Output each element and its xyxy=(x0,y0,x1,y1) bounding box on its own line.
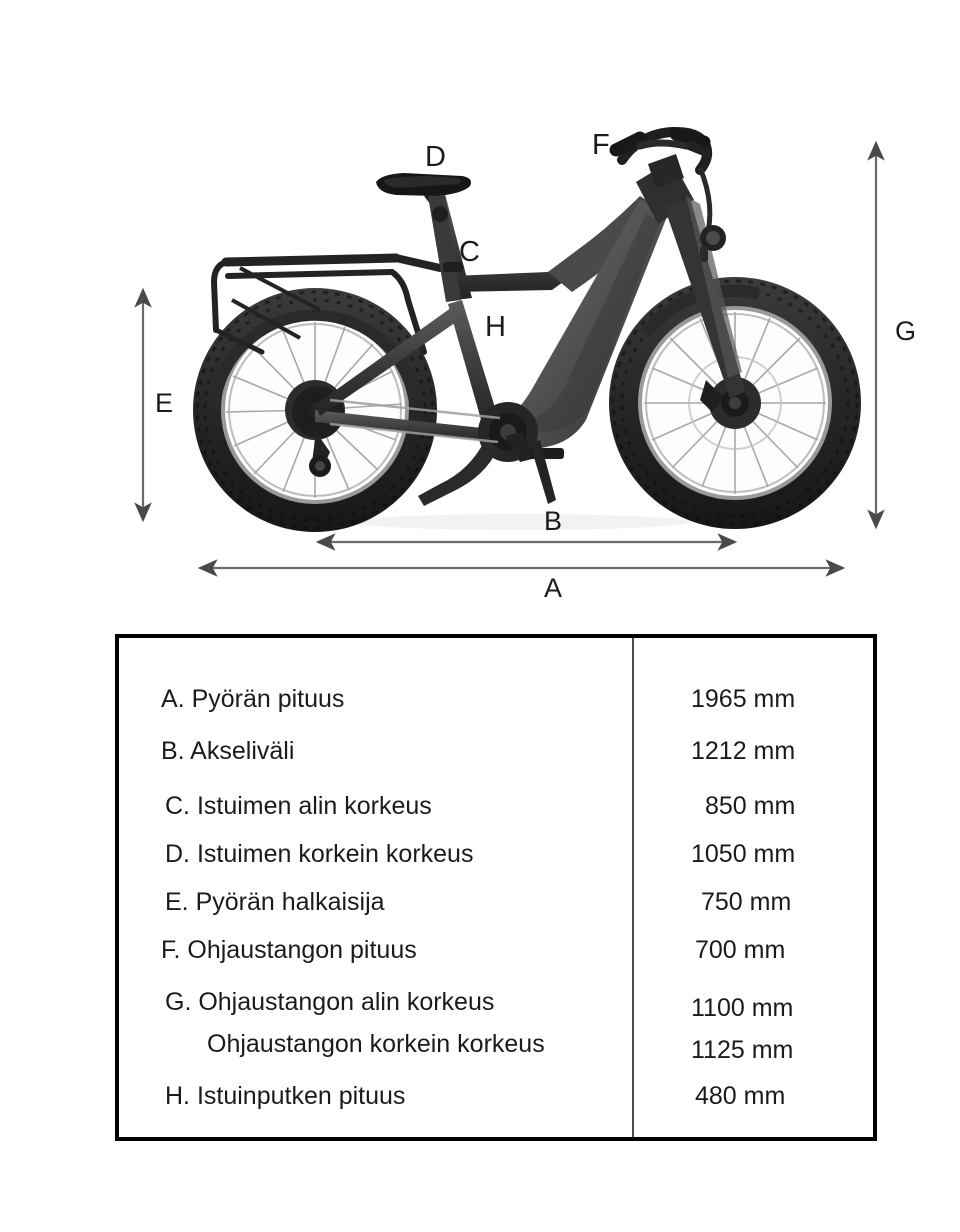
spec-row-c-value: 850 mm xyxy=(705,792,796,820)
saddle xyxy=(376,173,471,214)
callout-h-seat-tube-length: H xyxy=(485,311,507,343)
spec-row-h-value: 480 mm xyxy=(695,1082,786,1110)
spec-row-g2-value: 1125 mm xyxy=(691,1036,794,1064)
dimension-b-label: B xyxy=(544,506,563,536)
spec-row-g1-label: G. Ohjaustangon alin korkeus xyxy=(165,988,495,1016)
spec-row-e-label: E. Pyörän halkaisija xyxy=(165,888,385,916)
callout-d-seat-max-height: D xyxy=(425,141,447,173)
spec-row-d-label: D. Istuimen korkein korkeus xyxy=(165,840,474,868)
dimension-g-label: G xyxy=(895,316,917,346)
specifications-table xyxy=(115,634,877,1141)
front-wheel xyxy=(609,277,861,529)
spec-row-f-label: F. Ohjaustangon pituus xyxy=(161,936,417,964)
spec-row-b-value: 1212 mm xyxy=(691,737,796,765)
spec-row-e-value: 750 mm xyxy=(701,888,792,916)
table-column-divider xyxy=(632,638,634,1137)
spec-row-a-value: 1965 mm xyxy=(691,685,796,713)
dimension-e-label: E xyxy=(155,388,174,418)
spec-row-c-label: C. Istuimen alin korkeus xyxy=(165,792,432,820)
spec-row-g2-label: Ohjaustangon korkein korkeus xyxy=(207,1030,545,1058)
dimension-a-label: A xyxy=(544,573,563,603)
spec-row-g1-value: 1100 mm xyxy=(691,994,794,1022)
spec-row-d-value: 1050 mm xyxy=(691,840,796,868)
spec-row-f-value: 700 mm xyxy=(695,936,786,964)
callout-c-seat-min-height: C xyxy=(459,236,481,268)
spec-row-h-label: H. Istuinputken pituus xyxy=(165,1082,406,1110)
spec-row-b-label: B. Akseliväli xyxy=(161,737,295,765)
callout-f-handlebar-width: F xyxy=(592,129,611,161)
spec-row-a-label: A. Pyörän pituus xyxy=(161,685,345,713)
